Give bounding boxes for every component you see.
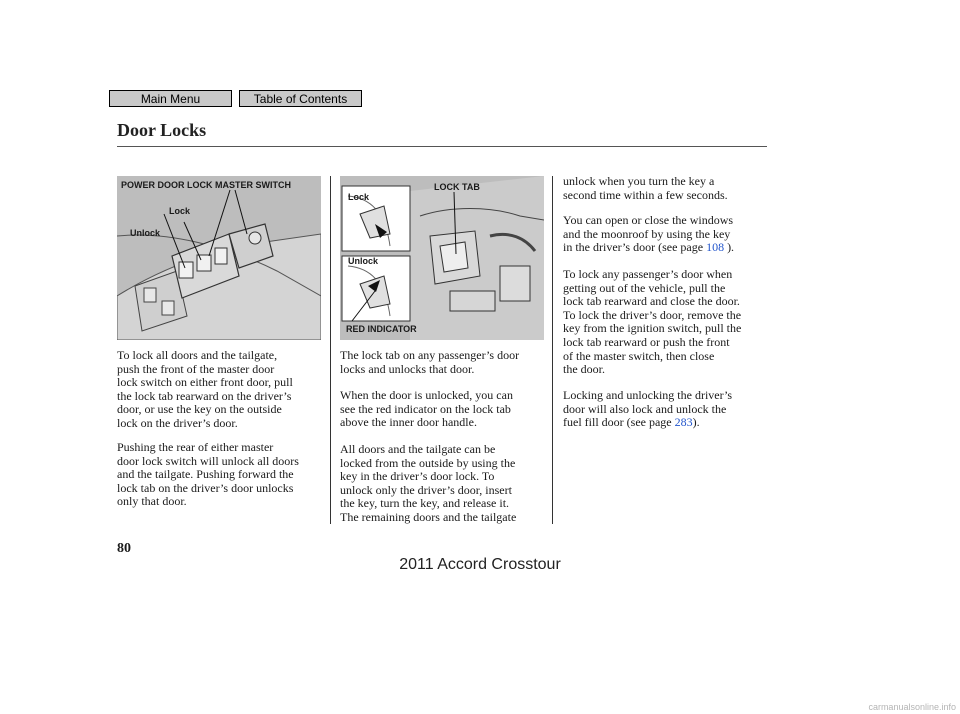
- column-divider-2: [552, 176, 553, 524]
- figure1-lock-label: Lock: [169, 206, 191, 216]
- figure2-lock-label: Lock: [348, 192, 370, 202]
- table-of-contents-button[interactable]: Table of Contents: [239, 90, 362, 107]
- col3-paragraph-2-text: You can open or close the windows and the moonroof by using the key in the driver’s door (see page: [563, 213, 734, 255]
- col1-paragraph-1: To lock all doors and the tailgate, push the front of the master door lock switch on either front door, pull the lock tab rearward on the driver’s door, or use the key on the outside lock on the driver’s door.: [117, 348, 293, 430]
- watermark: carmanualsonline.info: [868, 702, 956, 712]
- main-menu-button[interactable]: Main Menu: [109, 90, 232, 107]
- master-switch-illustration: [117, 176, 321, 340]
- col3-paragraph-3: To lock any passenger’s door when getting out of the vehicle, pull the lock tab rearward and close the door. To lock the driver’s door, remove the key from the ignition switch, pull the lock tab rearward or push the front of the master switch, then close the door.: [563, 267, 742, 377]
- col3-paragraph-1: unlock when you turn the key a second time within a few seconds.: [563, 174, 728, 202]
- col3-paragraph-4-end: ).: [692, 415, 700, 430]
- title-divider: [117, 146, 767, 147]
- col2-paragraph-2: When the door is unlocked, you can see the red indicator on the lock tab above the inner door handle.: [340, 388, 513, 430]
- page-title: Door Locks: [117, 120, 207, 140]
- master-switch-figure: [117, 176, 321, 340]
- figure2-red-indicator-label: RED INDICATOR: [346, 324, 417, 334]
- figure1-unlock-label: Unlock: [130, 228, 161, 238]
- col3-paragraph-2-end: ).: [724, 240, 735, 255]
- figure2-lock-tab-label: LOCK TAB: [434, 182, 480, 192]
- col1-paragraph-2: Pushing the rear of either master door lock switch will unlock all doors and the tailgate. Pushing forward the lock tab on the driver’s door unlocks only that door.: [117, 440, 299, 509]
- column-divider-1: [330, 176, 331, 524]
- footer-model-title: 2011 Accord Crosstour: [399, 556, 561, 573]
- col3-paragraph-2: [563, 214, 734, 255]
- col2-paragraph-3: All doors and the tailgate can be locked from the outside by using the key in the driver’s door lock. To unlock only the driver’s door, insert the key, turn the key, and release it. The remaining doors and the tailgate: [340, 442, 517, 524]
- page-283-link[interactable]: 283: [674, 415, 693, 430]
- col3-paragraph-4-text: Locking and unlocking the driver’s door will also lock and unlock the fuel fill door (see page: [563, 388, 733, 430]
- figure1-caption: POWER DOOR LOCK MASTER SWITCH: [121, 180, 291, 190]
- page-number: 80: [117, 541, 131, 556]
- col3-paragraph-4: [563, 389, 732, 430]
- lock-tab-figure: [340, 176, 544, 340]
- col2-paragraph-1: The lock tab on any passenger’s door locks and unlocks that door.: [340, 348, 520, 376]
- figure2-unlock-label: Unlock: [348, 256, 379, 266]
- page-108-link[interactable]: 108: [706, 240, 725, 255]
